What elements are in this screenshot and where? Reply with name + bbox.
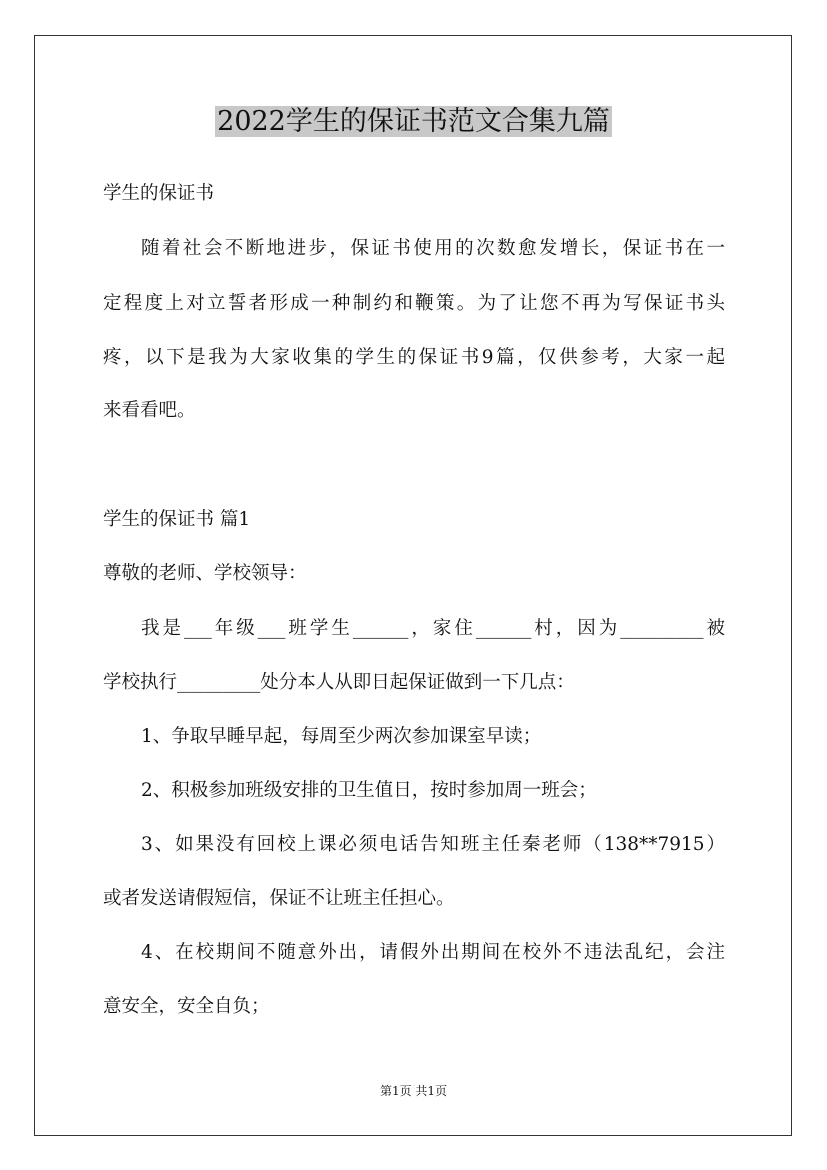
body-line: 3、如果没有回校上课必须电话告知班主任秦老师（138**7915）	[141, 834, 725, 855]
body-line: 意安全，安全自负；	[103, 996, 270, 1017]
intro-line: 来看看吧。	[103, 400, 196, 421]
salutation: 尊敬的老师、学校领导：	[103, 563, 307, 584]
body-line: 我是___年级___班学生______，家住______村，因为_________被	[141, 618, 725, 639]
body-line: 4、在校期间不随意外出，请假外出期间在校外不违法乱纪，会注	[141, 942, 725, 963]
document-heading: 学生的保证书	[103, 183, 215, 204]
document-title	[0, 102, 827, 142]
intro-line: 随着社会不断地进步，保证书使用的次数愈发增长，保证书在一	[141, 238, 725, 259]
body-line: 2、积极参加班级安排的卫生值日，按时参加周一班会；	[141, 780, 597, 801]
page-footer: 第1页 共1页	[379, 1084, 448, 1098]
intro-line: 定程度上对立誓者形成一种制约和鞭策。为了让您不再为写保证书头	[103, 293, 725, 314]
body-line: 学校执行_________处分本人从即日起保证做到一下几点：	[103, 672, 575, 693]
document-title-text: 2022学生的保证书范文合集九篇	[217, 106, 610, 137]
intro-line: 疼，以下是我为大家收集的学生的保证书9篇，仅供参考，大家一起	[103, 347, 725, 368]
body-line: 或者发送请假短信，保证不让班主任担心。	[103, 888, 455, 909]
body-line: 1、争取早睡早起，每周至少两次参加课室早读；	[141, 726, 542, 747]
section-heading: 学生的保证书 篇1	[103, 509, 251, 530]
